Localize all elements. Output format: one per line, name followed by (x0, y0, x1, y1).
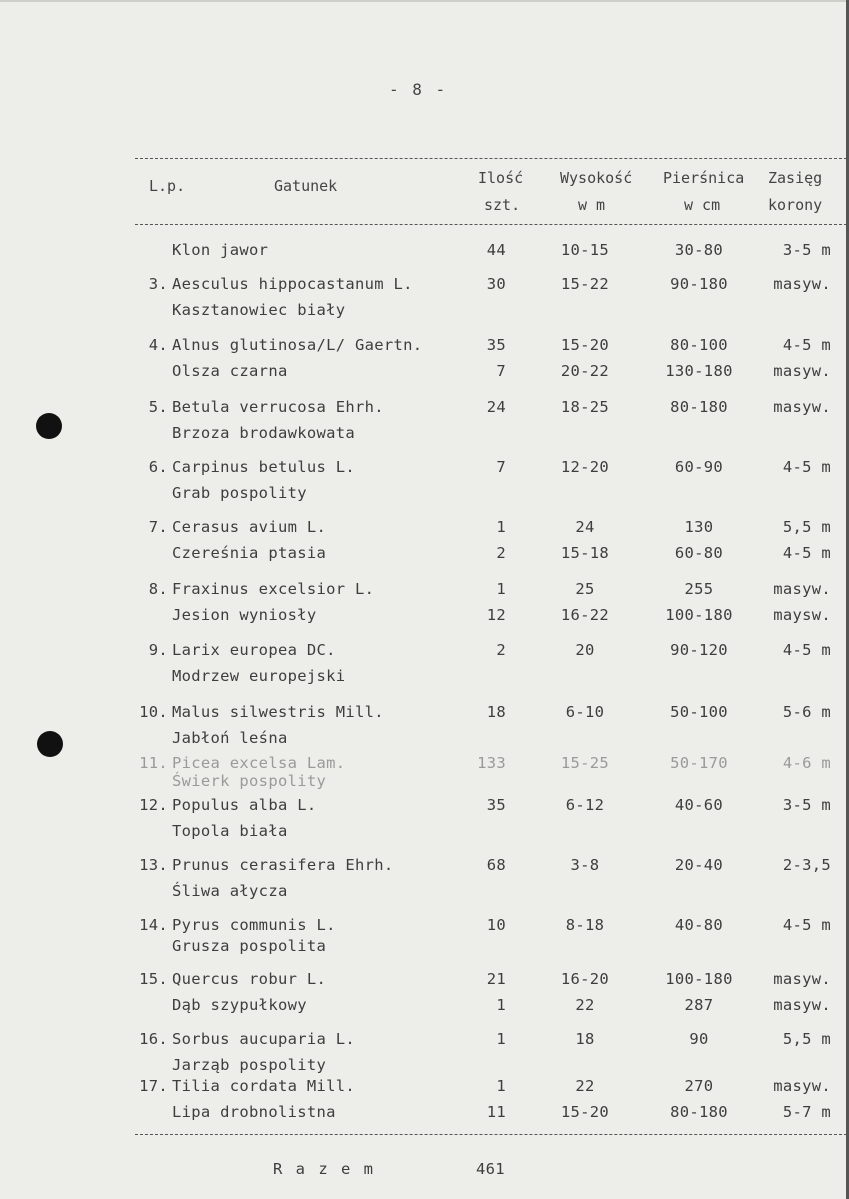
header-bottom-rule (135, 224, 847, 225)
table-top-rule (135, 158, 847, 159)
row-ilosc: 44 (486, 241, 506, 259)
row-ilosc: 1 (496, 1030, 506, 1048)
row-wysokosc: 16-20 (560, 970, 610, 988)
row-lp: 17. (139, 1077, 168, 1095)
header-piersnica-line2: w cm (684, 196, 721, 214)
row-piersnica: 50-170 (670, 754, 728, 772)
row-wysokosc: 24 (575, 518, 595, 536)
row-wysokosc: 18-25 (560, 398, 610, 416)
row-lp: 4. (148, 336, 168, 354)
row-wysokosc: 15-25 (560, 754, 610, 772)
row-zasieg: masyw. (773, 275, 831, 293)
row-lp: 14. (139, 916, 168, 934)
row-wysokosc: 22 (575, 1077, 595, 1095)
row-zasieg: 5,5 m (782, 518, 831, 536)
header-gatunek: Gatunek (274, 177, 338, 195)
row-piersnica: 130 (684, 518, 714, 536)
row-ilosc: 2 (496, 641, 506, 659)
row-lp: 16. (139, 1030, 168, 1048)
row-species-name: Świerk pospolity (172, 772, 327, 790)
header-lp: L.p. (149, 177, 186, 195)
row-species-name: Carpinus betulus L. (172, 458, 356, 476)
row-species-name: Jesion wyniosły (172, 606, 317, 624)
row-piersnica: 90 (689, 1030, 709, 1048)
header-ilosc-line2: szt. (484, 196, 521, 214)
row-lp: 3. (148, 275, 168, 293)
row-lp: 6. (148, 458, 168, 476)
row-ilosc: 68 (486, 856, 506, 874)
row-piersnica: 90-180 (670, 275, 728, 293)
row-piersnica: 100-180 (665, 606, 733, 624)
row-ilosc: 133 (477, 754, 506, 772)
row-lp: 15. (139, 970, 168, 988)
row-species-name: Fraxinus excelsior L. (172, 580, 375, 598)
row-piersnica: 90-120 (670, 641, 728, 659)
row-wysokosc: 20 (575, 641, 595, 659)
row-piersnica: 40-60 (674, 796, 724, 814)
row-wysokosc: 15-22 (560, 275, 610, 293)
row-zasieg: 2-3,5 (782, 856, 831, 874)
punch-hole-upper (36, 413, 62, 439)
row-species-name: Jabłoń leśna (172, 729, 288, 747)
header-wysokosc-line1: Wysokość (560, 169, 633, 187)
row-lp: 13. (139, 856, 168, 874)
row-lp: 12. (139, 796, 168, 814)
header-zasieg-line2: korony (768, 196, 823, 214)
row-species-name: Olsza czarna (172, 362, 288, 380)
row-piersnica: 20-40 (674, 856, 724, 874)
row-ilosc: 35 (486, 796, 506, 814)
row-ilosc: 1 (496, 996, 506, 1014)
row-zasieg: masyw. (773, 1077, 831, 1095)
row-species-name: Aesculus hippocastanum L. (172, 275, 413, 293)
row-species-name: Picea excelsa Lam. (172, 754, 346, 772)
row-lp: 8. (148, 580, 168, 598)
page-top-edge (0, 0, 849, 2)
row-ilosc: 1 (496, 1077, 506, 1095)
header-ilosc-line1: Ilość (478, 169, 524, 187)
row-lp: 11. (139, 754, 168, 772)
razem-value: 461 (476, 1160, 505, 1178)
row-species-name: Alnus glutinosa/L/ Gaertn. (172, 336, 423, 354)
row-wysokosc: 15-20 (560, 336, 610, 354)
row-piersnica: 270 (684, 1077, 714, 1095)
row-ilosc: 18 (486, 703, 506, 721)
row-species-name: Quercus robur L. (172, 970, 327, 988)
row-species-name: Brzoza brodawkowata (172, 424, 356, 442)
row-species-name: Larix europea DC. (172, 641, 336, 659)
row-wysokosc: 15-20 (560, 1103, 610, 1121)
row-wysokosc: 6-10 (565, 703, 605, 721)
row-ilosc: 1 (496, 580, 506, 598)
row-zasieg: 3-5 m (782, 796, 831, 814)
razem-label: R a z e m (273, 1160, 375, 1178)
row-zasieg: masyw. (773, 362, 831, 380)
row-lp: 5. (148, 398, 168, 416)
row-species-name: Czereśnia ptasia (172, 544, 327, 562)
row-species-name: Malus silwestris Mill. (172, 703, 384, 721)
row-ilosc: 11 (486, 1103, 506, 1121)
row-piersnica: 50-100 (670, 703, 728, 721)
row-species-name: Sorbus aucuparia L. (172, 1030, 356, 1048)
row-species-name: Modrzew europejski (172, 667, 346, 685)
row-ilosc: 10 (486, 916, 506, 934)
row-piersnica: 60-90 (674, 458, 724, 476)
row-wysokosc: 16-22 (560, 606, 610, 624)
row-species-name: Śliwa ałycza (172, 882, 288, 900)
row-wysokosc: 12-20 (560, 458, 610, 476)
row-ilosc: 2 (496, 544, 506, 562)
row-piersnica: 100-180 (665, 970, 733, 988)
row-species-name: Cerasus avium L. (172, 518, 327, 536)
row-lp: 10. (139, 703, 168, 721)
row-lp: 7. (148, 518, 168, 536)
row-ilosc: 1 (496, 518, 506, 536)
row-zasieg: masyw. (773, 996, 831, 1014)
row-piersnica: 287 (684, 996, 714, 1014)
row-wysokosc: 20-22 (560, 362, 610, 380)
row-piersnica: 60-80 (674, 544, 724, 562)
row-wysokosc: 3-8 (570, 856, 600, 874)
row-zasieg: masyw. (773, 580, 831, 598)
row-species-name: Prunus cerasifera Ehrh. (172, 856, 394, 874)
row-species-name: Kasztanowiec biały (172, 301, 346, 319)
row-species-name: Pyrus communis L. (172, 916, 336, 934)
row-zasieg: masyw. (773, 970, 831, 988)
row-species-name: Dąb szypułkowy (172, 996, 307, 1014)
row-piersnica: 130-180 (665, 362, 733, 380)
row-ilosc: 24 (486, 398, 506, 416)
row-species-name: Klon jawor (172, 241, 269, 259)
row-zasieg: 4-5 m (782, 336, 831, 354)
row-zasieg: 5-6 m (782, 703, 831, 721)
row-ilosc: 12 (486, 606, 506, 624)
page-number: - 8 - (389, 80, 448, 99)
row-species-name: Grusza pospolita (172, 937, 327, 955)
row-piersnica: 80-180 (670, 398, 728, 416)
row-zasieg: masyw. (773, 398, 831, 416)
row-wysokosc: 22 (575, 996, 595, 1014)
row-zasieg: 5,5 m (782, 1030, 831, 1048)
row-piersnica: 40-80 (674, 916, 724, 934)
row-piersnica: 30-80 (674, 241, 724, 259)
row-zasieg: 4-5 m (782, 458, 831, 476)
row-piersnica: 255 (684, 580, 714, 598)
row-zasieg: 3-5 m (782, 241, 831, 259)
row-wysokosc: 15-18 (560, 544, 610, 562)
row-ilosc: 7 (496, 458, 506, 476)
punch-hole-lower (37, 731, 63, 757)
header-wysokosc-line2: w m (578, 196, 606, 214)
row-ilosc: 30 (486, 275, 506, 293)
row-wysokosc: 6-12 (565, 796, 605, 814)
row-piersnica: 80-100 (670, 336, 728, 354)
row-wysokosc: 10-15 (560, 241, 610, 259)
row-ilosc: 7 (496, 362, 506, 380)
row-species-name: Lipa drobnolistna (172, 1103, 336, 1121)
row-piersnica: 80-180 (670, 1103, 728, 1121)
row-zasieg: 4-5 m (782, 544, 831, 562)
row-zasieg: maysw. (773, 606, 831, 624)
header-zasieg-line1: Zasięg (768, 169, 823, 187)
row-wysokosc: 18 (575, 1030, 595, 1048)
row-wysokosc: 25 (575, 580, 595, 598)
header-piersnica-line1: Pierśnica (663, 169, 745, 187)
row-species-name: Topola biała (172, 822, 288, 840)
row-wysokosc: 8-18 (565, 916, 605, 934)
row-zasieg: 5-7 m (782, 1103, 831, 1121)
row-species-name: Populus alba L. (172, 796, 317, 814)
row-ilosc: 35 (486, 336, 506, 354)
row-zasieg: 4-5 m (782, 641, 831, 659)
row-species-name: Jarząb pospolity (172, 1056, 327, 1074)
row-lp: 9. (148, 641, 168, 659)
row-species-name: Betula verrucosa Ehrh. (172, 398, 384, 416)
table-bottom-rule (135, 1134, 847, 1135)
row-species-name: Tilia cordata Mill. (172, 1077, 356, 1095)
row-zasieg: 4-6 m (782, 754, 831, 772)
row-species-name: Grab pospolity (172, 484, 307, 502)
row-ilosc: 21 (486, 970, 506, 988)
row-zasieg: 4-5 m (782, 916, 831, 934)
